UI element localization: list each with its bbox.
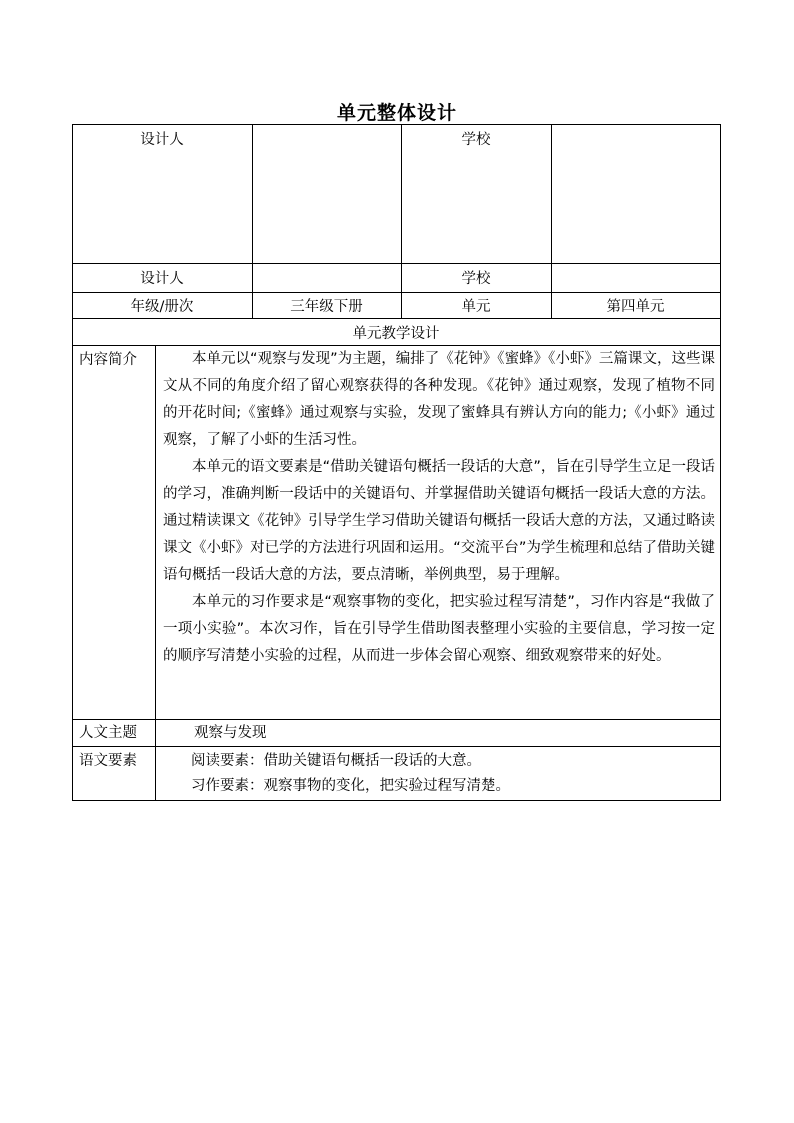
table-line	[155, 345, 156, 800]
table-line	[72, 746, 721, 747]
designer-label: 设计人	[140, 132, 184, 148]
writing-element: 习作要素：观察事物的变化，把实验过程写清楚。	[191, 778, 510, 794]
unit-label: 单元	[461, 299, 491, 315]
school-value[interactable]	[552, 271, 720, 291]
reading-element: 阅读要素：借助关键语句概括一段话的大意。	[191, 753, 481, 769]
school-label: 学校	[461, 271, 491, 287]
intro-paragraph: 本单元的语文要素是“借助关键语句概括一段话的大意”，旨在引导学生立足一段话的学习，准确判断一段话中的关键语句、并掌握借助关键语句概括一段话大意的方法。通过精读课文《花钟》引导学生学习借助关键语句概括一段话大意的方法，又通过略读课文《小虾》对已学的方法进行巩固和运用。“交流平台”为学生梳理和总结了借助关键语句概括一段话大意的方法，要点清晰，举例典型，易于理解。	[163, 459, 715, 583]
elements-label: 语文要素	[79, 753, 137, 769]
designer-value[interactable]	[253, 271, 401, 291]
table-line	[72, 318, 721, 319]
table-line	[72, 263, 721, 264]
table-line	[72, 800, 721, 801]
school-label: 学校	[461, 132, 491, 148]
table-line	[720, 124, 721, 801]
section-header: 单元教学设计	[352, 326, 440, 342]
table-line	[72, 719, 721, 720]
intro-paragraph: 本单元的习作要求是“观察事物的变化，把实验过程写清楚”，习作内容是“我做了一项小实验”。本次习作，旨在引导学生借助图表整理小实验的主要信息，学习按一定的顺序写清楚小实验的过程，从而进一步体会留心观察、细致观察带来的好处。	[163, 594, 715, 664]
page-title: 单元整体设计	[336, 102, 457, 124]
intro-paragraph: 本单元以“观察与发现”为主题，编排了《花钟》《蜜蜂》《小虾》三篇课文，这些课文从不同的角度介绍了留心观察获得的各种发现。《花钟》通过观察，发现了植物不同的开花时间;《蜜蜂》通过观察与实验，发现了蜜蜂具有辨认方向的能力;《小虾》通过观察，了解了小虾的生活习性。	[163, 351, 715, 448]
grade-label: 年级/册次	[130, 299, 194, 315]
designer-label: 设计人	[140, 271, 184, 287]
table-line	[72, 124, 721, 125]
unit-value: 第四单元	[606, 299, 665, 315]
theme-label: 人文主题	[79, 725, 137, 741]
table-line	[72, 124, 73, 801]
school-value[interactable]	[552, 132, 720, 262]
table-line	[401, 124, 402, 318]
designer-value[interactable]	[253, 132, 401, 262]
theme-value: 观察与发现	[194, 725, 267, 741]
grade-value: 三年级下册	[290, 299, 363, 315]
intro-content	[163, 346, 715, 670]
intro-label: 内容简介	[79, 352, 137, 368]
table-line	[72, 292, 721, 293]
